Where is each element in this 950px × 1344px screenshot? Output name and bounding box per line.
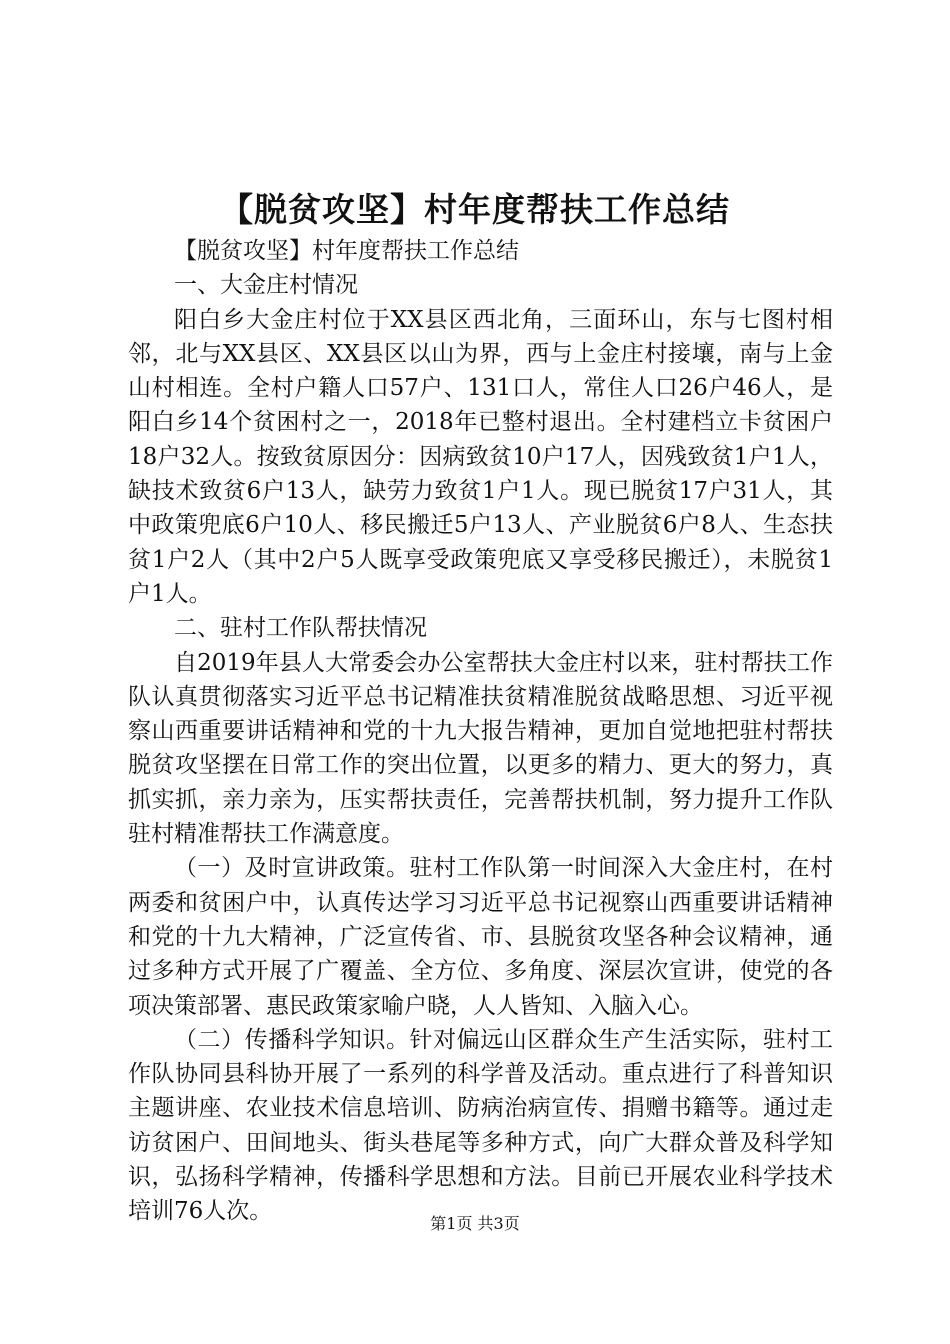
paragraph-science-knowledge: （二）传播科学知识。针对偏远山区群众生产生活实际，驻村工作队协同县科协开展了一系列的科学普及活动。重点进行了科普知识主题讲座、农业技术信息培训、防病治病宣传、捐赠书籍等。通过走访贫困户、田间地头、街头巷尾等多种方式，向广大群众普及科学知识，弘扬科学精神，传播科学思想和方法。目前已开展农业科学技术培训76人次。	[128, 1026, 833, 1225]
paragraph-village-situation: 阳白乡大金庄村位于XX县区西北角，三面环山，东与七图村相邻，北与XX县区、XX县区以山为界，西与上金庄村接壤，南与上金山村相连。全村户籍人口57户、131口人，常住人口26户46人，是阳白乡14个贫困村之一，2018年已整村退出。全村建档立卡贫困户18户32人。按致贫原因分：因病致贫10户17人，因残致贫1户1人，缺技术致贫6户13人，缺劳力致贫1户1人。现已脱贫17户31人，其中政策兜底6户10人、移民搬迁5户13人、产业脱贫6户8人、生态扶贫1户2人（其中2户5人既享受政策兜底又享受移民搬迁），未脱贫1户1人。	[128, 306, 833, 607]
document-title: 【脱贫攻坚】村年度帮扶工作总结	[220, 190, 730, 229]
paragraph-heading-repeat: 【脱贫攻坚】村年度帮扶工作总结	[174, 238, 519, 264]
section-heading-village-situation: 一、大金庄村情况	[174, 272, 358, 299]
page-footer: 第1页 共3页	[430, 1214, 520, 1233]
document-body	[128, 234, 833, 1229]
paragraph-work-team: 自2019年县人大常委会办公室帮扶大金庄村以来，驻村帮扶工作队认真贯彻落实习近平总书记精准扶贫精准脱贫战略思想、习近平视察山西重要讲话精神和党的十九大报告精神，更加自觉地把驻村帮扶脱贫攻坚摆在日常工作的突出位置，以更多的精力、更大的努力，真抓实抓，亲力亲为，压实帮扶责任，完善帮扶机制，努力提升工作队驻村精准帮扶工作满意度。	[128, 649, 833, 848]
section-heading-work-team: 二、驻村工作队帮扶情况	[174, 615, 427, 642]
paragraph-policy-promotion: （一）及时宣讲政策。驻村工作队第一时间深入大金庄村，在村两委和贫困户中，认真传达学习习近平总书记视察山西重要讲话精神和党的十九大精神，广泛宣传省、市、县脱贫攻坚各种会议精神，通过多种方式开展了广覆盖、全方位、多角度、深层次宣讲，使党的各项决策部署、惠民政策家喻户晓，人人皆知、入脑入心。	[128, 855, 833, 1019]
